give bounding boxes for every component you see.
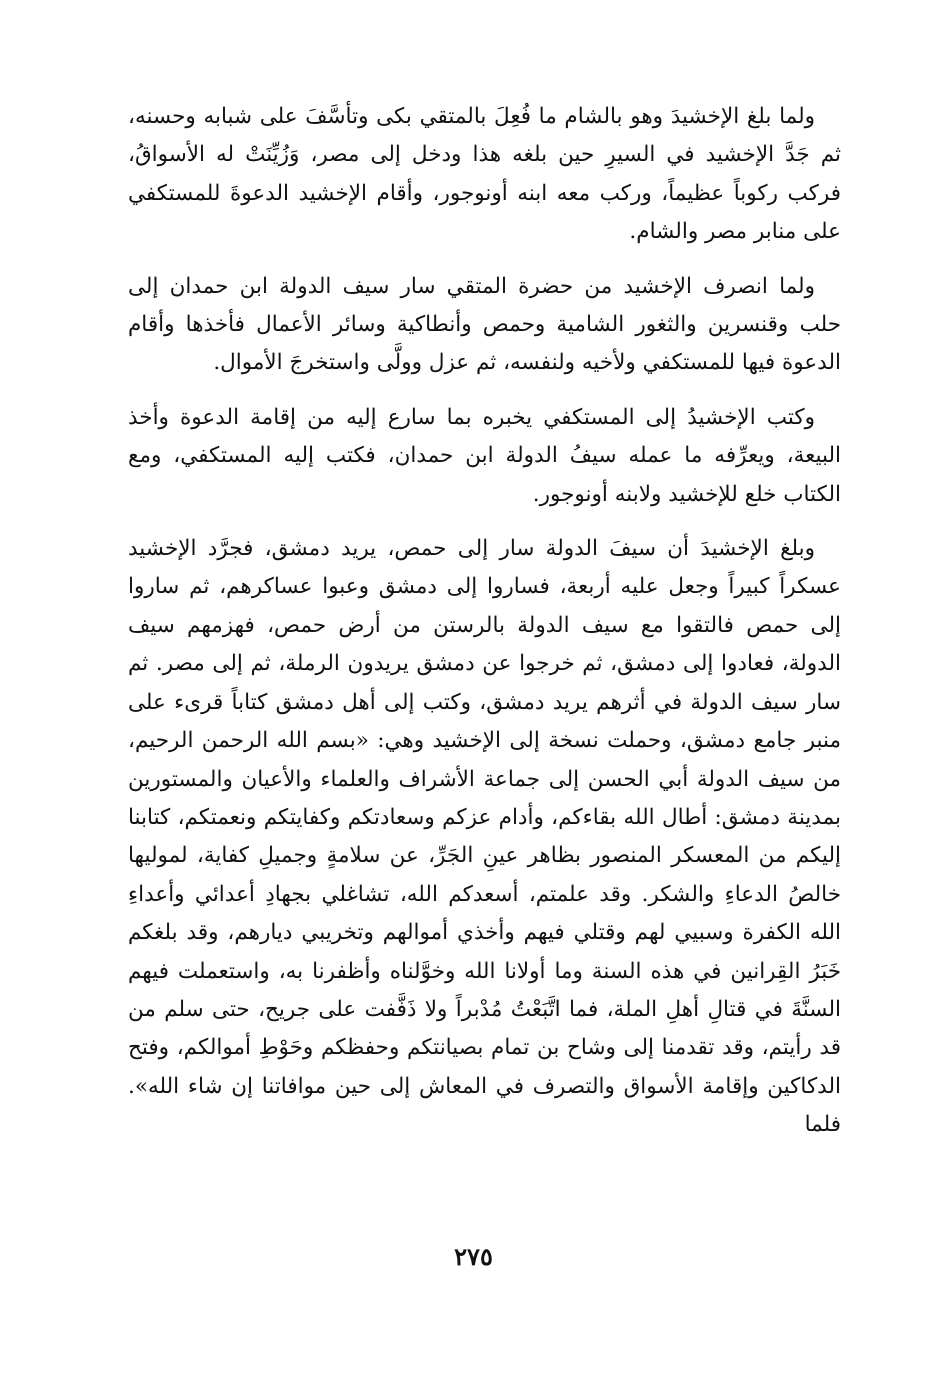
paragraph-1: ولما بلغ الإخشيدَ وهو بالشام ما فُعِلَ بالمتقي بكى وتأسَّفَ على شبابه وحسنه، ثم جَدَّ الإخشيد في السيرِ حين بلغه هذا ودخل إلى مصر، وَزُيِّنَتْ له الأسواقُ، فركب ركوباً عظيماً، وركب معه ابنه أونوجور، وأقام الإخشيد الدعوةَ للمستكفي على منابر مصر والشام. [128,104,841,245]
body-text [128,98,841,1161]
paragraph-3: وكتب الإخشيدُ إلى المستكفي يخبره بما سارع إليه من إقامة الدعوة وأخذ البيعة، ويعرِّفه ما عمله سيفُ الدولة ابن حمدان، فكتب إليه المستكفي، ومع الكتاب خلع للإخشيد ولابنه أونوجور. [128,404,841,507]
page-number: ٢٧٥ [454,1242,493,1271]
paragraph-2: ولما انصرف الإخشيد من حضرة المتقي سار سيف الدولة ابن حمدان إلى حلب وقنسرين والثغور الشامية وحمص وأنطاكية وسائر الأعمال فأخذها وأقام الدعوة فيها للمستكفي ولأخيه ولنفسه، ثم عزل وولَّى واستخرجَ الأموال. [128,273,841,376]
paragraph-4: وبلغ الإخشيدَ أن سيفَ الدولة سار إلى حمص، يريد دمشق، فجرَّد الإخشيد عسكراً كبيراً وجعل عليه أربعة، فساروا إلى دمشق وعبوا عساكرهم، ثم ساروا إلى حمص فالتقوا مع سيف الدولة بالرستن من أرض حمص، فهزمهم سيف الدولة، فعادوا إلى دمشق، ثم خرجوا عن دمشق يريدون الرملة، ثم إلى مصر. ثم سار سيف الدولة في أثرهم يريد دمشق، وكتب إلى أهل دمشق كتاباً قرىء على منبر جامع دمشق، وحملت نسخة إلى الإخشيد وهي: «بسم الله الرحمن الرحيم، من سيف الدولة أبي الحسن إلى جماعة الأشراف والعلماء والأعيان والمستورين بمدينة دمشق: أطال الله بقاءكم، وأدام عزكم وسعادتكم وكفايتكم ونعمتكم، كتابنا إليكم من المعسكر المنصور بظاهر عينِ الجَرِّ، عن سلامةٍ وجميلِ كفاية، لموليها خالصُ الدعاءِ والشكر. وقد علمتم، أسعدكم الله، تشاغلي بجهادِ أعدائي وأعداءِ الله الكفرة وسبيي لهم وقتلي فيهم وأخذي أموالهم وتخريبي ديارهم، وقد بلغكم خَبَرُ القِرانين في هذه السنة وما أولانا الله وخوَّلناه وأظفرنا به، واستعملت فيهم السنَّةَ في قتالِ أهلِ الملة، فما اتَّبَعْتُ مُدْبراً ولا ذَفَّفت على جريح، حتى سلم من قد رأيتم، وقد تقدمنا إلى وشاح بن تمام بصيانتكم وحفظكم وحَوْطِ أموالكم، وفتح الدكاكين وإقامة الأسواق والتصرف في المعاش إلى حين موافاتنا إن شاء الله». فلما [128,536,841,1138]
